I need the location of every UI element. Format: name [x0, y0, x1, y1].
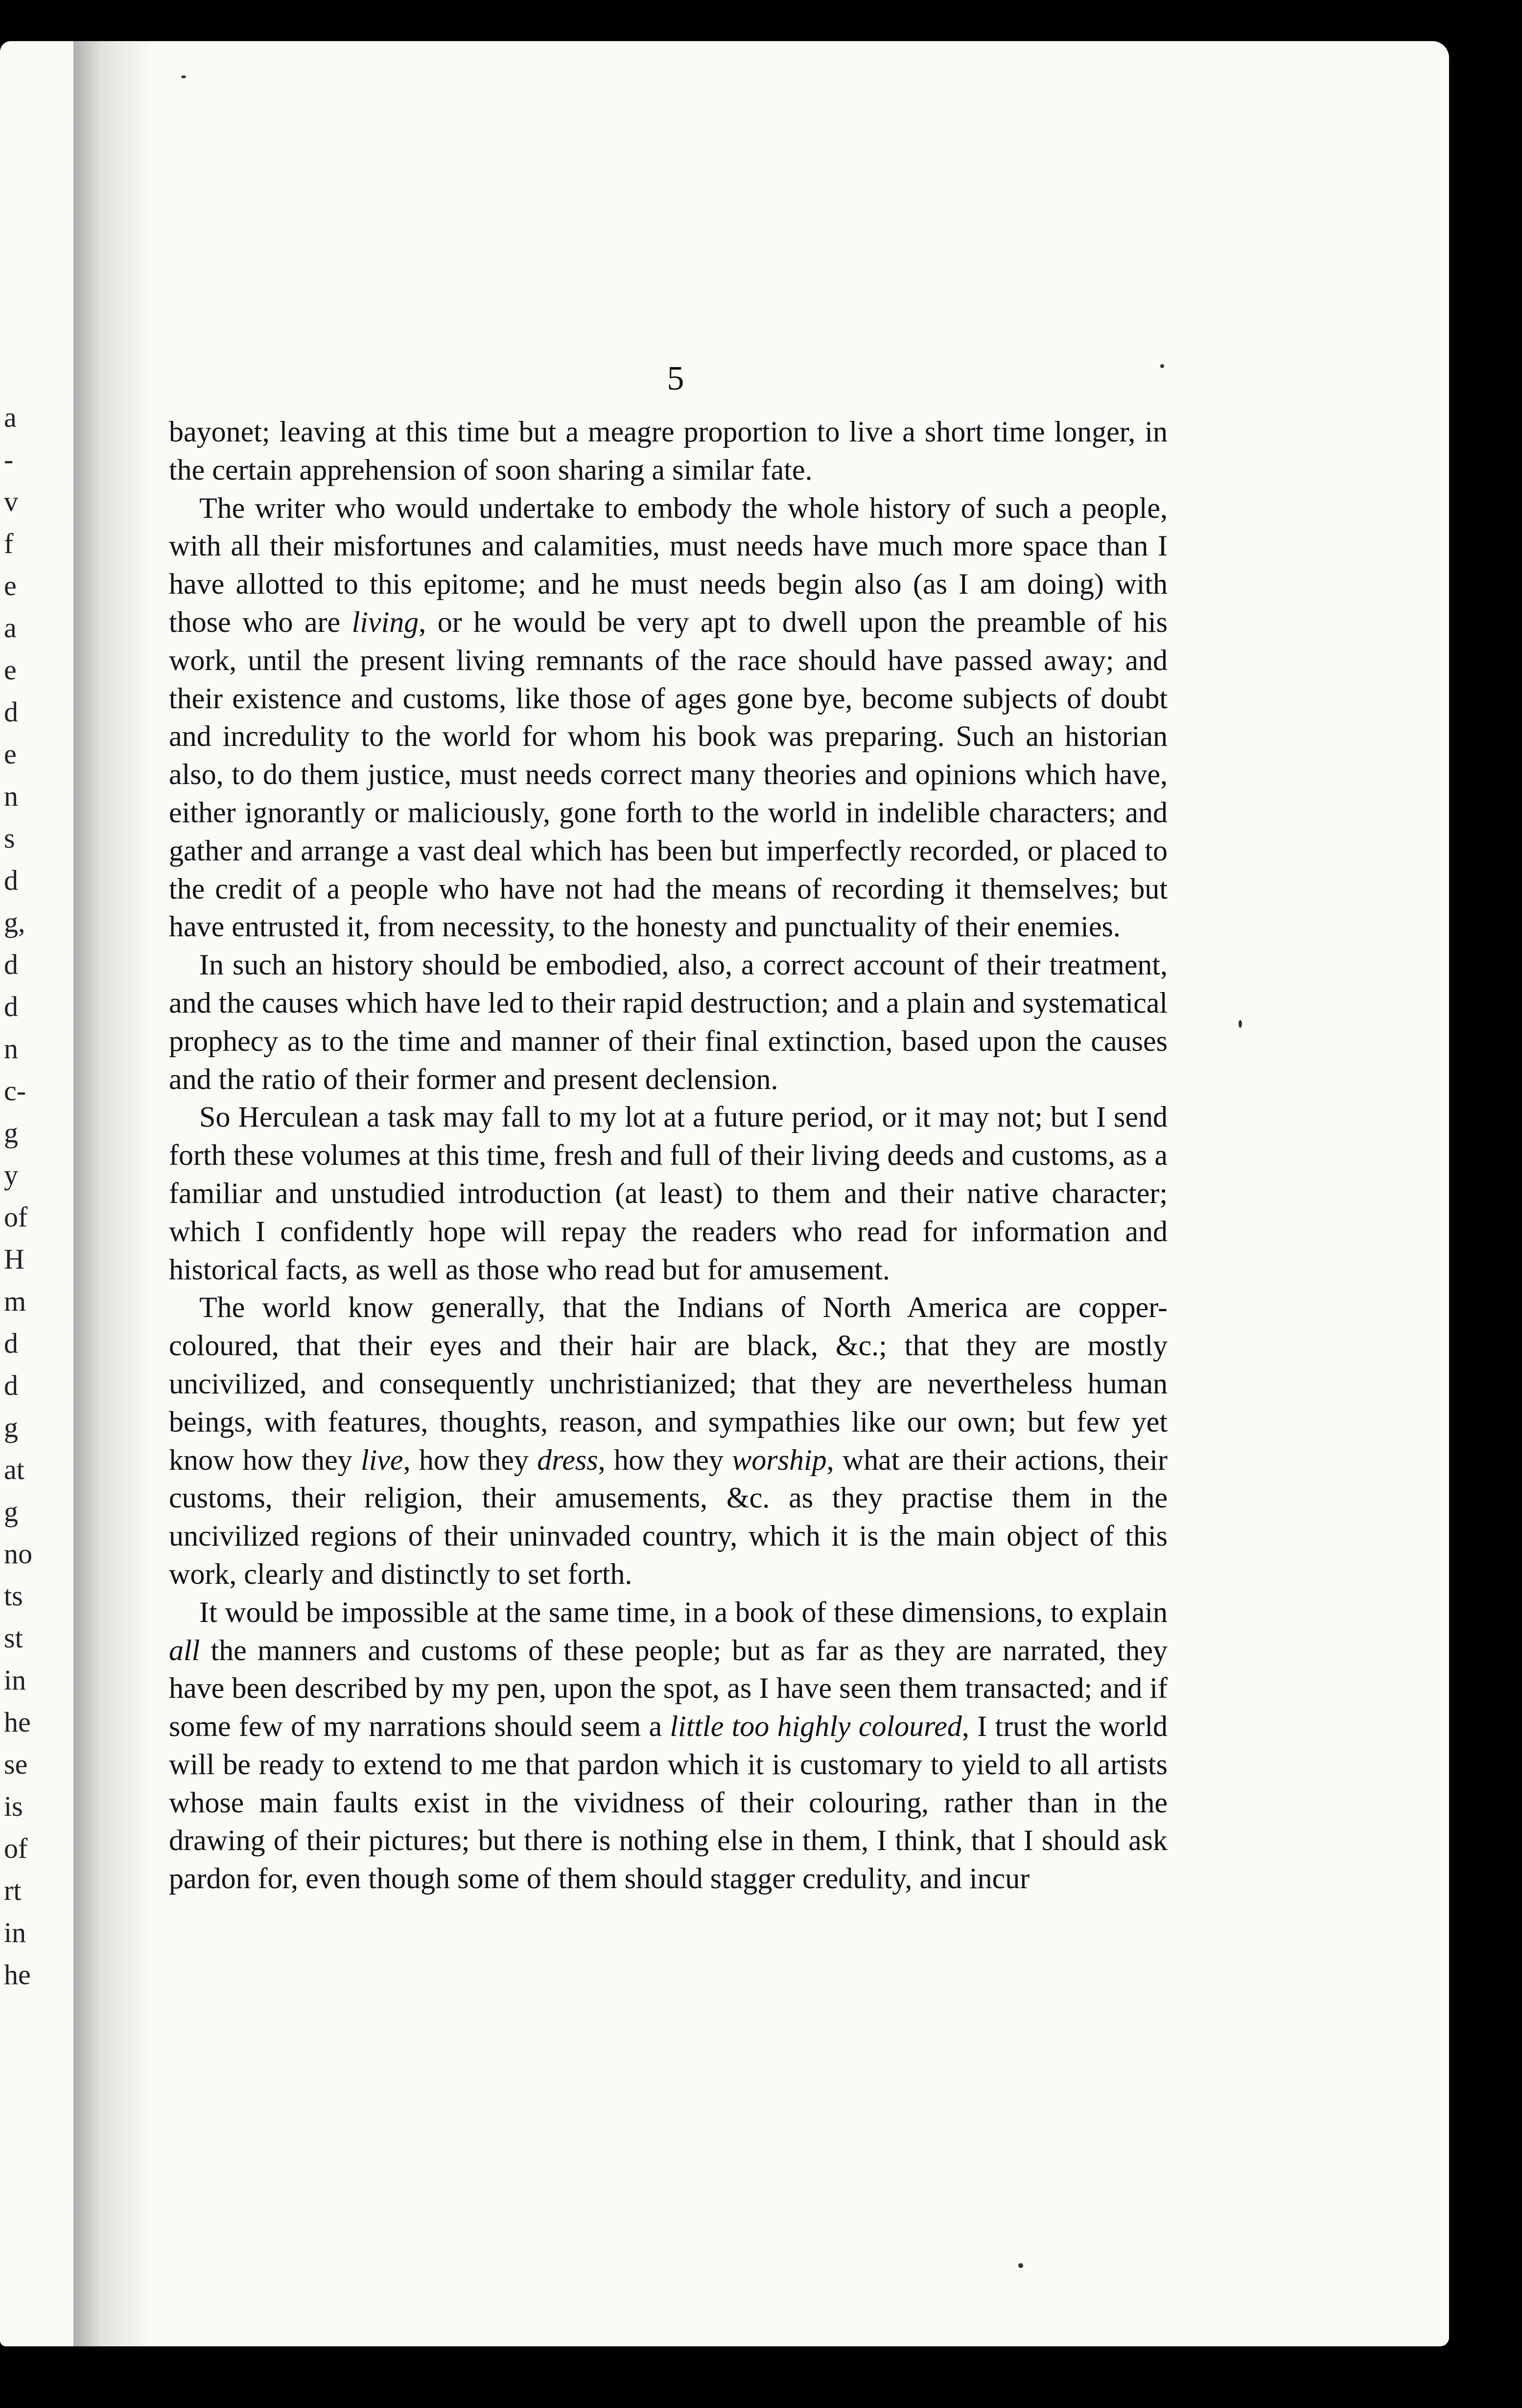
bleed-through-letter: a — [4, 612, 17, 644]
paragraph — [169, 413, 1168, 489]
bleed-through-letter: y — [4, 1159, 18, 1191]
bleed-through-letter: c- — [4, 1075, 26, 1107]
paper-speck — [181, 75, 186, 78]
paragraph — [169, 1289, 1168, 1593]
bleed-through-letter: m — [4, 1285, 26, 1317]
bleed-through-letter: is — [4, 1790, 23, 1822]
paragraph — [169, 1098, 1168, 1289]
bleed-through-letter: f — [4, 528, 14, 559]
bleed-through-letter: in — [4, 1664, 26, 1696]
bleed-through-letter: st — [4, 1622, 23, 1654]
bleed-through-letter: he — [4, 1959, 31, 1991]
bleed-through-letter: n — [4, 780, 18, 812]
text-run: , I trust the world will be ready to extend to me that pardon which it is customary to yield to all artists whose main faults exist in the vividness of their colouring, rather than in the drawing of their pictures; but there is nothing else in them, I think, that I should ask pardon for, even though some of them should stagger credulity, and incur — [169, 1710, 1168, 1895]
paper-speck — [1160, 364, 1164, 368]
bleed-through-letter: d — [4, 991, 18, 1022]
paragraph — [169, 946, 1168, 1098]
bleed-through-letter: d — [4, 864, 18, 896]
bleed-through-letter: n — [4, 1033, 18, 1065]
bleed-through-letter: g — [4, 1412, 18, 1443]
text-run: The writer who would undertake to embody the whole history of such a people, with all their misfortunes and calamities, must needs have much more space than I have allotted to this epitome; and he must needs begin also (as I am doing) with those who are — [169, 491, 1168, 638]
italic-text: live — [360, 1443, 403, 1476]
bleed-through-letter: no — [4, 1538, 32, 1570]
text-run: , or he would be very apt to dwell upon the preamble of his work, until the present living remnants of the race should have passed away; and their existence and customs, like those of ages gone bye, become subjects of doubt and incredulity to the world for whom his book was preparing. Such an historian also, to do them justice, must needs correct many theories and opinions which have, either ignorantly or maliciously, gone forth to the world in indelible characters; and gather and arrange a vast deal which has been but imperfectly recorded, or placed to the credit of a people who have not had the means of recording it themselves; but have entrusted it, from necessity, to the honesty and punctuality of their enemies. — [169, 605, 1168, 943]
text-run: The world know generally, that the Indians of North America are copper-coloured, that their eyes and their hair are black, &c.; that they are mostly uncivilized, and consequently unchristianized; that they are nevertheless human beings, with features, thoughts, reason, and sympathies like our own; but few yet know how they — [169, 1291, 1168, 1476]
text-run: It would be impossible at the same time, in a book of these dimensions, to explain — [199, 1596, 1168, 1628]
page-number: 5 — [667, 360, 684, 397]
bleed-through-letter: H — [4, 1243, 24, 1275]
book-page — [0, 41, 1449, 2346]
bleed-through-letter: d — [4, 1369, 18, 1401]
bleed-through-letter: g — [4, 1117, 18, 1149]
italic-text: dress — [537, 1443, 598, 1476]
bleed-through-letter: e — [4, 654, 17, 686]
bleed-through-letter: g, — [4, 906, 25, 938]
bleed-through-letter: v — [4, 486, 18, 517]
bleed-through-letter: - — [4, 443, 14, 475]
italic-text: living — [351, 605, 419, 638]
bleed-through-letter: rt — [4, 1875, 22, 1906]
bleed-through-letter: in — [4, 1917, 26, 1948]
text-run: In such an history should be embodied, also, a correct account of their treatment, and the causes which have led to their rapid destruction; and a plain and systematical prophecy as to the time and manner of their final extinction, based upon the causes and the ratio of their former and present declension. — [169, 949, 1168, 1095]
bleed-through-letter: a — [4, 401, 17, 433]
bleed-through-letter: e — [4, 570, 17, 602]
paragraph — [169, 489, 1168, 947]
bleed-through-letter: of — [4, 1832, 28, 1864]
text-run: , how they — [598, 1443, 732, 1476]
text-run: So Herculean a task may fall to my lot at a future period, or it may not; but I send forth these volumes at this time, fresh and full of their living deeds and customs, as a familiar and unstudied introduction (at least) to them and their native character; which I confidently hope will repay the readers who read for information and historical facts, as well as those who read but for amusement. — [169, 1101, 1168, 1286]
paper-speck — [1239, 1020, 1242, 1028]
bleed-through-letter: at — [4, 1454, 24, 1485]
bleed-through-letter: e — [4, 738, 17, 770]
italic-text: worship — [732, 1443, 827, 1476]
italic-text: little too highly coloured — [670, 1710, 962, 1743]
text-run: the manners and customs of these people; but as far as they are narrated, they have been described by my pen, upon the spot, as I have seen them transacted; and if some few of my narrations should seem a — [169, 1634, 1168, 1743]
bleed-through-letter: d — [4, 949, 18, 980]
text-run: bayonet; leaving at this time but a meagre proportion to live a short time longer, in the certain apprehension of soon sharing a similar fate. — [169, 416, 1168, 486]
facing-page-bleed-through — [0, 41, 88, 2346]
page-body-text — [169, 413, 1168, 1898]
text-run: , what are their actions, their customs, their religion, their amusements, &c. as they practise them in the uncivilized regions of their uninvaded country, which it is the main object of this work, clearly and distinctly to set forth. — [169, 1443, 1168, 1590]
bleed-through-letter: se — [4, 1748, 28, 1780]
paper-speck — [1018, 2263, 1023, 2268]
bleed-through-letter: he — [4, 1706, 31, 1738]
bleed-through-letter: ts — [4, 1580, 23, 1612]
bleed-through-letter: of — [4, 1201, 28, 1233]
text-run: , how they — [403, 1443, 538, 1476]
bleed-through-letter: g — [4, 1496, 18, 1528]
bleed-through-letter: s — [4, 822, 15, 854]
bleed-through-letter: d — [4, 696, 18, 728]
paragraph — [169, 1594, 1168, 1898]
bleed-through-letter: d — [4, 1327, 18, 1359]
italic-text: all — [169, 1634, 200, 1667]
